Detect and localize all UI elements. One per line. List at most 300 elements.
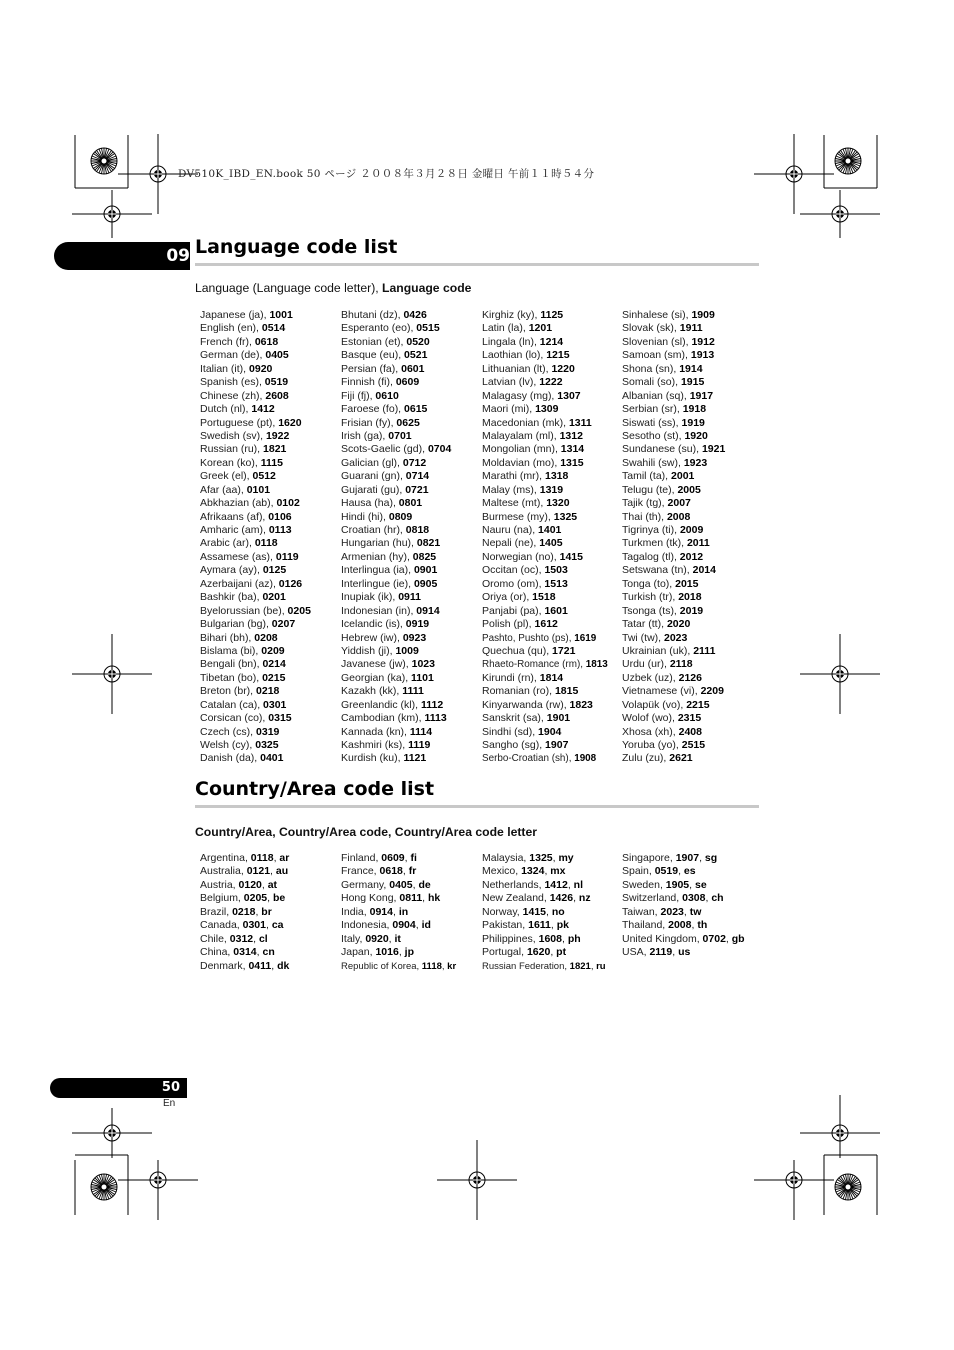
country-code: 0301 — [242, 919, 266, 932]
language-code: 2023 — [664, 631, 688, 644]
language-code-entry — [622, 551, 725, 564]
language-code-entry — [200, 376, 311, 389]
country-code-entry — [482, 852, 606, 865]
country-name: Norway, — [482, 905, 523, 918]
language-name: Tamil (ta), — [622, 470, 672, 483]
language-code-entry — [622, 537, 725, 550]
country-subheading: Country/Area, Country/Area code, Country/Area code letter — [195, 825, 537, 839]
language-name: Kirghiz (ky), — [482, 309, 541, 321]
language-code-entry — [341, 457, 451, 470]
separator: , — [422, 892, 429, 905]
separator: , — [271, 959, 278, 972]
country-code: 1907 — [675, 852, 700, 864]
separator: , — [265, 919, 272, 932]
language-code: 2007 — [667, 497, 691, 510]
language-code-entry — [482, 349, 608, 362]
language-code: 1401 — [538, 524, 562, 536]
language-code-entry — [200, 578, 311, 591]
country-name: Netherlands, — [482, 878, 545, 891]
separator: , — [573, 892, 579, 905]
language-name: Irish (ga), — [341, 429, 389, 442]
language-name: Amharic (am), — [200, 524, 269, 536]
separator: , — [725, 932, 732, 945]
language-code-entry — [200, 390, 311, 403]
country-code-letter: hk — [428, 892, 441, 905]
language-code-entry — [200, 605, 311, 618]
language-name: Japanese (ja), — [200, 309, 270, 321]
language-name: Polish (pl), — [482, 618, 535, 631]
separator: , — [412, 878, 419, 891]
language-name: Chinese (zh), — [200, 389, 266, 402]
language-name: Mongolian (mn), — [482, 443, 561, 456]
country-code: 1118 — [421, 960, 442, 972]
language-code: 0519 — [264, 376, 289, 389]
language-code-entry — [482, 672, 608, 685]
language-code-entry — [482, 752, 608, 765]
country-code-entry — [482, 946, 606, 959]
country-code-entry — [341, 960, 456, 973]
language-code-entry — [200, 752, 311, 765]
country-code-letter: dk — [277, 959, 290, 972]
country-code: 1620 — [526, 946, 551, 959]
language-code: 1918 — [682, 403, 707, 416]
language-name: Persian (fa), — [341, 362, 402, 375]
language-name: Abkhazian (ab), — [200, 497, 277, 510]
language-code: 1908 — [574, 753, 597, 765]
language-name: Czech (cs), — [200, 725, 257, 738]
separator: , — [255, 905, 262, 918]
country-code-letter: my — [558, 852, 574, 864]
language-column-1 — [200, 309, 311, 766]
language-code-entry — [341, 578, 451, 591]
country-code-entry — [200, 892, 289, 905]
language-name: Laothian (lo), — [482, 349, 547, 362]
language-code-entry — [622, 443, 725, 456]
language-name: Greek (el), — [200, 470, 253, 483]
country-code: 0121 — [246, 865, 271, 878]
language-name: Interlingua (ia), — [341, 564, 414, 577]
country-code-entry — [200, 933, 289, 946]
language-code-entry — [200, 443, 311, 456]
language-name: Icelandic (is), — [341, 618, 406, 631]
separator: , — [699, 852, 705, 864]
language-code-entry — [482, 376, 608, 389]
country-code-letter: es — [683, 865, 696, 878]
country-code-letter: nl — [573, 878, 583, 891]
language-code-entry — [200, 417, 311, 430]
country-code-entry — [622, 946, 745, 959]
language-code-entry — [622, 309, 725, 322]
language-code-entry — [622, 645, 725, 658]
language-code: 1921 — [701, 443, 726, 456]
language-name: Pashto, Pushto (ps), — [482, 632, 575, 644]
language-code-entry — [622, 322, 725, 335]
language-code: 0319 — [256, 725, 280, 738]
language-code: 1721 — [552, 644, 576, 657]
language-name: Shona (sn), — [622, 362, 680, 375]
country-code-letter: de — [418, 878, 431, 891]
language-code: 2009 — [679, 524, 704, 536]
language-code-entry — [341, 699, 451, 712]
title-rule — [195, 263, 759, 266]
language-code: 0920 — [249, 362, 273, 375]
language-code-entry — [200, 712, 311, 725]
language-code-entry — [482, 564, 608, 577]
language-code: 1125 — [540, 309, 564, 321]
language-code: 1813 — [585, 659, 608, 671]
country-name: Canada, — [200, 919, 243, 932]
language-name: Malay (ms), — [482, 483, 540, 496]
country-code: 1325 — [529, 852, 553, 864]
language-code-entry — [482, 417, 608, 430]
language-code: 2515 — [681, 739, 706, 751]
language-name: Scots-Gaelic (gd), — [341, 443, 428, 456]
separator: , — [705, 892, 712, 905]
country-code: 1905 — [665, 878, 690, 891]
language-code: 0205 — [287, 604, 311, 617]
country-code-letter: br — [261, 905, 272, 918]
country-code-entry — [200, 865, 289, 878]
separator: , — [273, 852, 280, 864]
language-code: 1215 — [546, 349, 570, 362]
language-code-entry — [341, 618, 451, 631]
language-name: Tonga (to), — [622, 577, 676, 590]
language-code-entry — [622, 336, 725, 349]
language-code: 2001 — [671, 470, 695, 483]
language-name: Hungarian (hu), — [341, 537, 417, 550]
language-code: 2011 — [686, 537, 710, 550]
language-code: 0625 — [396, 416, 420, 429]
country-code-letter: ru — [596, 960, 606, 972]
language-code-entry — [482, 322, 608, 335]
language-name: Turkish (tr), — [622, 591, 679, 604]
language-name: Lithuanian (lt), — [482, 362, 552, 375]
language-code: 1307 — [557, 389, 581, 402]
language-code-entry — [341, 752, 451, 765]
language-code: 0801 — [398, 497, 423, 510]
language-code-entry — [200, 511, 311, 524]
language-code-entry — [200, 322, 311, 335]
country-code: 0411 — [248, 959, 272, 972]
language-code: 0113 — [268, 524, 292, 536]
language-name: Nepali (ne), — [482, 537, 540, 550]
language-code-entry — [622, 363, 725, 376]
language-name: Swahili (sw), — [622, 456, 684, 469]
country-name: Chile, — [200, 932, 230, 945]
language-code: 0821 — [416, 537, 441, 550]
language-code-entry — [341, 551, 451, 564]
language-code-entry — [341, 564, 451, 577]
country-name: Sweden, — [622, 878, 666, 891]
country-code-entry — [200, 879, 289, 892]
country-code-letter: ca — [271, 919, 284, 932]
country-code: 0702 — [702, 932, 726, 945]
language-name: Afar (aa), — [200, 483, 247, 496]
language-code-entry — [341, 443, 451, 456]
country-name: Argentina, — [200, 852, 251, 864]
language-code-entry — [200, 699, 311, 712]
language-name: Malagasy (mg), — [482, 389, 558, 402]
language-code: 1904 — [538, 725, 562, 738]
language-code-entry — [200, 430, 311, 443]
country-code-entry — [482, 919, 606, 932]
subheading-bold-text: Language code — [382, 281, 472, 295]
language-code-entry — [200, 672, 311, 685]
language-name: Twi (tw), — [622, 631, 664, 644]
language-name: Occitan (oc), — [482, 564, 545, 577]
country-code-entry — [200, 852, 289, 865]
country-code-letter: fr — [408, 865, 417, 878]
country-code-entry — [622, 892, 745, 905]
language-code: 1222 — [539, 376, 563, 389]
language-name: Kurdish (ku), — [341, 752, 404, 765]
country-code: 2008 — [668, 919, 692, 932]
country-code: 1426 — [549, 892, 574, 905]
country-code: 0618 — [379, 865, 403, 878]
language-code-entry — [200, 309, 311, 322]
print-header: DV510K_IBD_EN.book 50 ページ ２００８年３月２８日 金曜日 午前１１時５４分 — [178, 168, 595, 180]
language-code: 0911 — [398, 591, 421, 604]
country-name: Spain, — [622, 865, 655, 878]
language-code-entry — [341, 658, 451, 671]
language-name: Sinhalese (si), — [622, 309, 692, 321]
language-code-entry — [200, 726, 311, 739]
language-code: 1620 — [278, 416, 302, 429]
language-code: 1909 — [691, 309, 715, 321]
language-code: 1503 — [544, 564, 568, 577]
country-name: Republic of Korea, — [341, 960, 422, 972]
language-code-entry — [341, 403, 451, 416]
language-code-entry — [341, 632, 451, 645]
country-code: 1415 — [522, 905, 547, 918]
language-name: Guarani (gn), — [341, 470, 406, 483]
language-code: 1901 — [546, 712, 571, 725]
language-code-entry — [200, 537, 311, 550]
language-name: Nauru (na), — [482, 524, 539, 536]
country-code-entry — [622, 879, 745, 892]
language-code-entry — [341, 390, 451, 403]
language-code: 1312 — [559, 429, 583, 442]
language-code: 1922 — [265, 429, 290, 442]
separator: , — [546, 905, 552, 918]
language-code: 2408 — [678, 725, 702, 738]
language-name: Fiji (fj), — [341, 389, 376, 402]
language-name: Norwegian (no), — [482, 550, 560, 563]
language-name: Maltese (mt), — [482, 497, 547, 510]
language-code-entry — [622, 618, 725, 631]
country-code: 0118 — [250, 852, 274, 864]
language-code: 0809 — [388, 510, 413, 523]
chapter-number: 09 — [166, 246, 190, 266]
language-code-entry — [341, 484, 451, 497]
language-code-entry — [622, 376, 725, 389]
language-code: 1612 — [534, 618, 558, 631]
language-name: Rhaeto-Romance (rm), — [482, 659, 586, 671]
language-name: Swedish (sv), — [200, 429, 266, 442]
language-code-entry — [622, 564, 725, 577]
country-code-entry — [622, 933, 745, 946]
language-name: Gujarati (gu), — [341, 483, 406, 496]
language-name: Inupiak (ik), — [341, 591, 399, 604]
language-code: 0721 — [405, 483, 429, 496]
language-code-entry — [622, 524, 725, 537]
language-name: Latvian (lv), — [482, 376, 540, 389]
language-name: Kashmiri (ks), — [341, 739, 409, 751]
separator: , — [388, 932, 395, 945]
country-name: Thailand, — [622, 919, 669, 932]
language-column-2 — [341, 309, 451, 766]
language-code: 2126 — [678, 671, 702, 684]
language-code: 0521 — [404, 349, 428, 362]
language-code: 0601 — [401, 362, 425, 375]
language-code-entry — [622, 349, 725, 362]
language-code-entry — [482, 739, 608, 752]
language-code-entry — [341, 672, 451, 685]
country-name: United Kingdom, — [622, 932, 703, 945]
language-code: 1914 — [679, 362, 703, 375]
language-code-entry — [622, 511, 725, 524]
language-code: 1513 — [544, 577, 568, 590]
separator: , — [402, 865, 409, 878]
country-name: Italy, — [341, 932, 366, 945]
language-code: 1814 — [539, 671, 564, 684]
country-code-letter: it — [394, 932, 401, 945]
language-column-3 — [482, 309, 608, 766]
separator: , — [550, 919, 557, 932]
language-code: 1320 — [546, 497, 570, 510]
language-code: 0701 — [388, 429, 412, 442]
country-code: 2119 — [649, 946, 673, 959]
language-code: 0515 — [416, 322, 440, 335]
language-code: 0712 — [402, 456, 427, 469]
language-code-entry — [341, 591, 451, 604]
country-name: Mexico, — [482, 865, 522, 878]
language-code: 1009 — [395, 644, 419, 657]
country-code-entry — [200, 919, 289, 932]
language-name: Welsh (cy), — [200, 739, 256, 751]
language-code: 1309 — [535, 403, 559, 416]
language-name: Tagalog (tl), — [622, 550, 680, 563]
country-code: 0904 — [392, 919, 416, 932]
country-code-letter: th — [697, 919, 708, 932]
language-name: Tigrinya (ti), — [622, 524, 680, 536]
language-code: 0919 — [405, 618, 430, 631]
title-rule — [195, 805, 759, 808]
separator: , — [261, 878, 268, 891]
language-code: 2215 — [686, 698, 710, 711]
language-name: Kinyarwanda (rw), — [482, 698, 570, 711]
language-name: Dutch (nl), — [200, 403, 252, 416]
language-name: Bihari (bh), — [200, 631, 255, 644]
language-code-entry — [482, 443, 608, 456]
language-code-entry — [482, 309, 608, 322]
language-code: 0119 — [275, 550, 299, 563]
language-name: Georgian (ka), — [341, 671, 412, 684]
language-code: 1114 — [409, 725, 433, 738]
language-name: Slovenian (sl), — [622, 335, 692, 348]
country-code-letter: jp — [404, 946, 414, 959]
language-name: Interlingue (ie), — [341, 577, 414, 590]
language-code-entry — [341, 524, 451, 537]
language-code-entry — [482, 363, 608, 376]
language-code: 0914 — [416, 604, 440, 617]
country-code-letter: ph — [567, 932, 581, 945]
language-code: 2621 — [669, 752, 693, 765]
separator: , — [270, 865, 276, 878]
language-code-entry — [341, 511, 451, 524]
language-code-entry — [482, 403, 608, 416]
language-name: Samoan (sm), — [622, 349, 691, 362]
language-code-entry — [341, 537, 451, 550]
language-name: Faroese (fo), — [341, 403, 405, 416]
language-code-entry — [200, 632, 311, 645]
language-name: Catalan (ca), — [200, 698, 264, 711]
language-code: 1915 — [680, 376, 705, 389]
country-code-letter: at — [267, 878, 278, 891]
language-name: Danish (da), — [200, 752, 261, 765]
language-section-title: Language code list — [195, 236, 398, 258]
language-name: Tajik (tg), — [622, 497, 668, 510]
language-name: Spanish (es), — [200, 376, 265, 389]
language-name: Arabic (ar), — [200, 537, 255, 550]
country-code-entry — [482, 892, 606, 905]
separator: , — [256, 946, 263, 959]
language-code: 2018 — [678, 591, 702, 604]
country-code-entry — [482, 865, 606, 878]
language-subheading — [195, 281, 471, 295]
language-name: Hausa (ha), — [341, 497, 399, 510]
country-column-3 — [482, 852, 606, 973]
country-column-4 — [622, 852, 745, 960]
language-code-entry — [200, 403, 311, 416]
language-name: Frisian (fy), — [341, 416, 397, 429]
country-code-entry — [200, 906, 289, 919]
language-name: Oriya (or), — [482, 591, 533, 604]
language-name: Uzbek (uz), — [622, 671, 679, 684]
language-code-entry — [200, 645, 311, 658]
country-code-entry — [622, 852, 745, 865]
language-code-entry — [622, 497, 725, 510]
language-code: 0923 — [402, 631, 427, 644]
language-code: 0704 — [427, 443, 452, 456]
country-code: 0405 — [389, 878, 413, 891]
language-code: 1412 — [251, 403, 275, 416]
country-code: 0519 — [654, 865, 679, 878]
language-code: 0102 — [276, 497, 300, 510]
language-name: Bislama (bi), — [200, 644, 262, 657]
country-code-entry — [200, 946, 289, 959]
country-name: Austria, — [200, 878, 239, 891]
separator: , — [683, 905, 690, 918]
language-code-entry — [341, 497, 451, 510]
language-code-entry — [482, 390, 608, 403]
country-name: Switzerland, — [622, 892, 683, 905]
language-code-entry — [622, 739, 725, 752]
language-code: 0610 — [375, 389, 399, 402]
language-code: 1201 — [528, 322, 553, 335]
country-code: 1821 — [569, 960, 591, 972]
language-code: 0101 — [246, 483, 271, 496]
country-column-1 — [200, 852, 289, 973]
language-code: 0426 — [403, 309, 427, 321]
language-name: Tsonga (ts), — [622, 604, 680, 617]
language-name: Urdu (ur), — [622, 658, 670, 671]
language-code: 1907 — [545, 739, 569, 751]
country-name: China, — [200, 946, 234, 959]
language-code-entry — [200, 363, 311, 376]
language-code: 0905 — [413, 577, 438, 590]
language-code-entry — [200, 591, 311, 604]
